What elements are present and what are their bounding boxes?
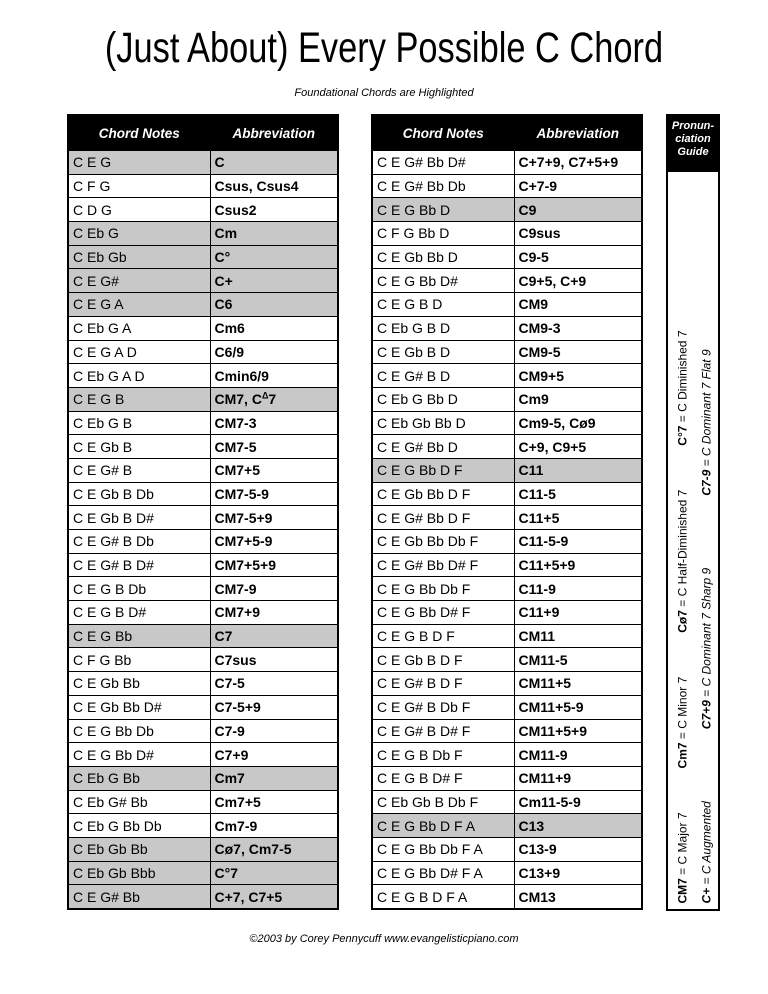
chord-notes-cell: C E G Bb D [372, 198, 514, 222]
chord-abbreviation-cell: CM13 [514, 885, 642, 909]
guide-header-line: Pronun- [671, 120, 715, 132]
chord-row [68, 458, 338, 482]
chord-abbreviation-cell: C9sus [514, 222, 642, 246]
chord-abbreviation-cell: C9 [514, 198, 642, 222]
chord-notes-cell: C F G Bb D [372, 222, 514, 246]
chord-notes-cell: C E Gb B D F [372, 648, 514, 672]
chord-row [68, 837, 338, 861]
guide-meaning: = C Dominant 7 Flat 9 [699, 348, 713, 470]
chord-abbreviation-cell: C+7, C7+5 [210, 885, 338, 909]
chord-notes-cell: C E G B D F A [372, 885, 514, 909]
chord-notes-cell: C E G Bb D# [68, 743, 210, 767]
chord-abbreviation-cell: C13 [514, 814, 642, 838]
delta-superscript: Δ [261, 390, 269, 401]
chord-notes-cell: C E G B D# [68, 601, 210, 625]
guide-symbol: CM7 [675, 877, 689, 903]
chord-row [372, 672, 642, 696]
chord-notes-cell: C Eb G Bb D [372, 387, 514, 411]
chord-row [372, 719, 642, 743]
chord-notes-cell: C E G# Bb D F [372, 506, 514, 530]
chord-notes-cell: C E G# B Db F [372, 695, 514, 719]
chord-row [68, 293, 338, 317]
chord-abbreviation-cell: C [210, 151, 338, 175]
chord-row [372, 458, 642, 482]
guide-header [668, 116, 718, 172]
guide-entry [672, 654, 692, 768]
chord-abbreviation-cell: Csus, Csus4 [210, 174, 338, 198]
chord-abbreviation-cell: C11+5 [514, 506, 642, 530]
chord-notes-cell: C E G B Db F [372, 743, 514, 767]
header-chord-notes: Chord Notes [68, 115, 210, 151]
chord-row [372, 435, 642, 459]
chord-abbreviation-cell: CM7-5 [210, 435, 338, 459]
chord-row [372, 790, 642, 814]
chord-row [68, 743, 338, 767]
chord-notes-cell: C E G# Bb D# F [372, 553, 514, 577]
chord-row [372, 530, 642, 554]
guide-symbol: C+ [699, 887, 713, 903]
chord-abbreviation-cell: C6 [210, 293, 338, 317]
chord-row [68, 340, 338, 364]
chord-abbreviation-cell: CM9 [514, 293, 642, 317]
header-abbreviation: Abbreviation [210, 115, 338, 151]
guide-meaning: = C Minor 7 [675, 676, 689, 742]
chord-row [372, 861, 642, 885]
chord-notes-cell: C Eb G A D [68, 364, 210, 388]
guide-body [668, 172, 718, 909]
chord-notes-cell: C Eb G A [68, 316, 210, 340]
chord-abbreviation-cell: Cm9-5, Cø9 [514, 411, 642, 435]
chord-row [68, 601, 338, 625]
chord-abbreviation-cell: C°7 [210, 861, 338, 885]
chord-notes-cell: C E G Bb D# [372, 269, 514, 293]
chord-notes-cell: C E G Bb [68, 624, 210, 648]
chord-abbreviation-cell: C+ [210, 269, 338, 293]
chord-row [372, 766, 642, 790]
page-subtitle: Foundational Chords are Highlighted [294, 87, 474, 99]
chord-notes-cell: C E Gb Bb Db F [372, 530, 514, 554]
chord-notes-cell: C E Gb Bb [68, 672, 210, 696]
chord-row [372, 695, 642, 719]
guide-meaning: = C Diminished 7 [675, 330, 689, 426]
guide-meaning: = C Half-Diminished 7 [675, 489, 689, 610]
chord-row [372, 624, 642, 648]
chord-row [372, 316, 642, 340]
chord-row [68, 364, 338, 388]
chord-abbreviation-cell: CM11+5+9 [514, 719, 642, 743]
chord-notes-cell: C Eb G B [68, 411, 210, 435]
chord-abbreviation-cell: C9+5, C+9 [514, 269, 642, 293]
chord-notes-cell: C E Gb B [68, 435, 210, 459]
chord-row [372, 553, 642, 577]
guide-entry [672, 790, 692, 903]
chord-abbreviation-cell: C11 [514, 458, 642, 482]
guide-header-line: Guide [677, 146, 709, 158]
chord-row [372, 743, 642, 767]
header-abbreviation: Abbreviation [514, 115, 642, 151]
chord-row [68, 482, 338, 506]
chord-notes-cell: C E G# B D F [372, 672, 514, 696]
chord-notes-cell: C E G B D# F [372, 766, 514, 790]
chord-abbreviation-cell: C+7-9 [514, 174, 642, 198]
chord-abbreviation-cell: CM7-3 [210, 411, 338, 435]
chord-row [372, 482, 642, 506]
chord-row [68, 245, 338, 269]
chord-row [372, 387, 642, 411]
chord-row [68, 316, 338, 340]
chord-abbreviation-cell: C7-5+9 [210, 695, 338, 719]
chord-table-left [67, 114, 339, 910]
chord-abbreviation-cell: C7-9 [210, 719, 338, 743]
chord-row [372, 411, 642, 435]
chord-notes-cell: C Eb G# Bb [68, 790, 210, 814]
chord-row [68, 435, 338, 459]
guide-symbol: Cø7 [675, 609, 689, 633]
chord-row [372, 340, 642, 364]
chord-abbreviation-cell: CM11-5 [514, 648, 642, 672]
chord-notes-cell: C E G# B D# [68, 553, 210, 577]
chord-row [68, 814, 338, 838]
chord-row [372, 577, 642, 601]
page-title: (Just About) Every Possible C Chord [104, 24, 664, 72]
chord-notes-cell: C E Gb Bb D F [372, 482, 514, 506]
chord-notes-cell: C E G# [68, 269, 210, 293]
chord-row [68, 885, 338, 909]
guide-column-1 [670, 172, 694, 909]
chord-table-right [371, 114, 643, 910]
chord-abbreviation-cell: C+7+9, C7+5+9 [514, 151, 642, 175]
chord-notes-cell: C E G# B Db [68, 530, 210, 554]
chord-row [372, 837, 642, 861]
chord-row [68, 695, 338, 719]
guide-symbol: Cm7 [675, 741, 689, 768]
chord-abbreviation-cell: Cø7, Cm7-5 [210, 837, 338, 861]
chord-notes-cell: C E G Bb Db [68, 719, 210, 743]
chord-notes-cell: C Eb Gb Bb D [372, 411, 514, 435]
chord-abbreviation-cell: C7 [210, 624, 338, 648]
chord-abbreviation-cell: C9-5 [514, 245, 642, 269]
chord-abbreviation-cell: C11-5 [514, 482, 642, 506]
guide-symbol: C°7 [675, 425, 689, 446]
chord-abbreviation-cell: CM7-5-9 [210, 482, 338, 506]
chord-abbreviation-cell: C11+9 [514, 601, 642, 625]
chord-row [68, 151, 338, 175]
chord-notes-cell: C Eb Gb [68, 245, 210, 269]
chord-abbreviation-cell: Cm6 [210, 316, 338, 340]
chord-abbreviation-cell: Cm11-5-9 [514, 790, 642, 814]
chord-notes-cell: C E G# B [68, 458, 210, 482]
chord-abbreviation-cell: Cm7+5 [210, 790, 338, 814]
chord-abbreviation-cell: Cm7-9 [210, 814, 338, 838]
guide-symbol: C7+9 [699, 699, 713, 729]
chord-abbreviation-cell: CM11+5 [514, 672, 642, 696]
chord-abbreviation-cell: C7sus [210, 648, 338, 672]
chord-notes-cell: C E G Bb D F [372, 458, 514, 482]
chord-row [68, 861, 338, 885]
chord-row [68, 506, 338, 530]
chord-abbreviation-cell: CM7+5 [210, 458, 338, 482]
chord-abbreviation-cell: CM9+5 [514, 364, 642, 388]
chord-row [68, 387, 338, 411]
chord-notes-cell: C E Gb Bb D [372, 245, 514, 269]
chord-abbreviation-cell: CM7+9 [210, 601, 338, 625]
chord-abbreviation-cell: CM11+9 [514, 766, 642, 790]
chord-row [68, 174, 338, 198]
chord-abbreviation-cell: C6/9 [210, 340, 338, 364]
chord-abbreviation-cell: CM7+5-9 [210, 530, 338, 554]
chord-abbreviation-cell: CM7-9 [210, 577, 338, 601]
guide-meaning: = C Dominant 7 Sharp 9 [699, 567, 713, 700]
chord-notes-cell: C E Gb B D# [68, 506, 210, 530]
chord-row [68, 553, 338, 577]
chord-abbreviation-cell: C13-9 [514, 837, 642, 861]
chord-abbreviation-cell: CM7-5+9 [210, 506, 338, 530]
chord-row [372, 648, 642, 672]
chord-notes-cell: C E G# Bb D# [372, 151, 514, 175]
chord-abbreviation-cell: CM11-9 [514, 743, 642, 767]
pronunciation-guide [666, 114, 720, 911]
chord-row [68, 790, 338, 814]
chord-notes-cell: C E G Bb Db F [372, 577, 514, 601]
chord-row [68, 672, 338, 696]
chord-notes-cell: C E G B D [372, 293, 514, 317]
chord-notes-cell: C E G# Bb Db [372, 174, 514, 198]
chord-abbreviation-cell: C7+9 [210, 743, 338, 767]
chord-row [372, 293, 642, 317]
chord-row [68, 530, 338, 554]
chord-row [68, 648, 338, 672]
chord-notes-cell: C E G B [68, 387, 210, 411]
chord-row [68, 411, 338, 435]
guide-entry [672, 467, 692, 632]
chord-notes-cell: C Eb Gb Bb [68, 837, 210, 861]
chord-row [372, 222, 642, 246]
guide-header-line: ciation [675, 133, 711, 145]
chord-abbreviation-cell: Cm7 [210, 766, 338, 790]
chord-row [372, 245, 642, 269]
chord-notes-cell: C Eb Gb B Db F [372, 790, 514, 814]
guide-column-2 [694, 172, 718, 909]
chord-notes-cell: C E G Bb D# F [372, 601, 514, 625]
chord-abbreviation-cell: CM7, $C^\Delta 7$ [210, 387, 338, 411]
chord-abbreviation-cell: C11+5+9 [514, 553, 642, 577]
guide-entry [672, 308, 692, 445]
chord-row [68, 222, 338, 246]
guide-symbol: C7-9 [699, 469, 713, 496]
chord-abbreviation-cell: C11-5-9 [514, 530, 642, 554]
guide-meaning: = C Major 7 [675, 811, 689, 878]
chord-notes-cell: C E G# Bb D [372, 435, 514, 459]
chord-notes-cell: C E Gb B Db [68, 482, 210, 506]
chord-notes-cell: C Eb G [68, 222, 210, 246]
chord-abbreviation-cell: CM11 [514, 624, 642, 648]
chord-notes-cell: C F G Bb [68, 648, 210, 672]
chord-row [372, 506, 642, 530]
chord-notes-cell: C E G B D F [372, 624, 514, 648]
chord-row [372, 814, 642, 838]
chord-notes-cell: C E G# Bb [68, 885, 210, 909]
chord-row [372, 198, 642, 222]
guide-entry [696, 531, 716, 728]
chord-row [68, 766, 338, 790]
footer-credit: ©2003 by Corey Pennycuff www.evangelisticpiano.com [249, 933, 519, 945]
guide-entry [696, 313, 716, 495]
chord-abbreviation-cell: C° [210, 245, 338, 269]
chord-abbreviation-cell: CM11+5-9 [514, 695, 642, 719]
chord-notes-cell: C Eb G B D [372, 316, 514, 340]
header-chord-notes: Chord Notes [372, 115, 514, 151]
chord-notes-cell: C Eb Gb Bbb [68, 861, 210, 885]
chord-abbreviation-cell: C+9, C9+5 [514, 435, 642, 459]
chord-notes-cell: C E Gb Bb D# [68, 695, 210, 719]
guide-meaning: = C Augmented [699, 800, 713, 888]
chord-notes-cell: C E Gb B D [372, 340, 514, 364]
chord-notes-cell: C E G# B D# F [372, 719, 514, 743]
chord-notes-cell: C E G A [68, 293, 210, 317]
chord-notes-cell: C E G A D [68, 340, 210, 364]
chord-abbreviation-cell: Csus2 [210, 198, 338, 222]
chord-row [372, 601, 642, 625]
chord-notes-cell: C F G [68, 174, 210, 198]
chord-notes-cell: C E G Bb Db F A [372, 837, 514, 861]
chord-notes-cell: C E G# B D [372, 364, 514, 388]
chord-notes-cell: C E G B Db [68, 577, 210, 601]
chord-notes-cell: C D G [68, 198, 210, 222]
chord-row [68, 624, 338, 648]
chord-row [372, 174, 642, 198]
chord-row [68, 198, 338, 222]
chord-notes-cell: C E G Bb D# F A [372, 861, 514, 885]
chord-row [68, 577, 338, 601]
chord-abbreviation-cell: C7-5 [210, 672, 338, 696]
chord-abbreviation-cell: C11-9 [514, 577, 642, 601]
chord-row [372, 151, 642, 175]
chord-row [68, 269, 338, 293]
guide-entry [696, 765, 716, 903]
chord-notes-cell: C Eb G Bb Db [68, 814, 210, 838]
chord-abbreviation-cell: Cmin6/9 [210, 364, 338, 388]
chord-notes-cell: C E G [68, 151, 210, 175]
chord-abbreviation-cell: Cm [210, 222, 338, 246]
chord-abbreviation-cell: Cm9 [514, 387, 642, 411]
chord-abbreviation-cell: CM9-5 [514, 340, 642, 364]
chord-row [372, 364, 642, 388]
chord-abbreviation-cell: CM7+5+9 [210, 553, 338, 577]
chord-row [372, 885, 642, 909]
chord-notes-cell: C E G Bb D F A [372, 814, 514, 838]
chord-abbreviation-cell: C13+9 [514, 861, 642, 885]
chord-abbreviation-cell: CM9-3 [514, 316, 642, 340]
chord-row [372, 269, 642, 293]
chord-notes-cell: C Eb G Bb [68, 766, 210, 790]
chord-row [68, 719, 338, 743]
